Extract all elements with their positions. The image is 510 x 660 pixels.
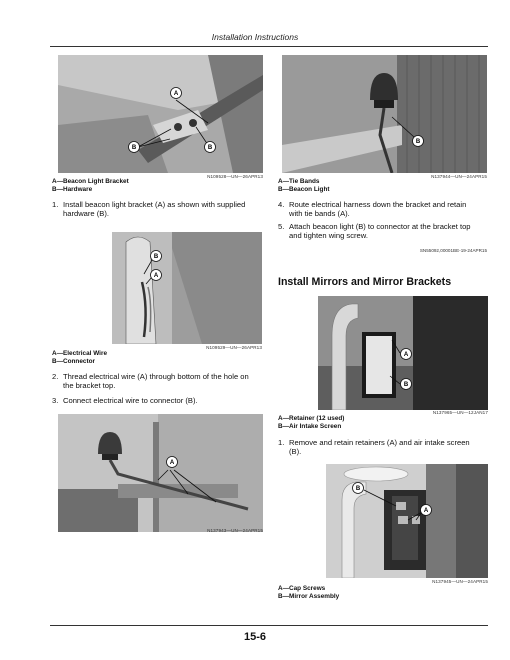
legend-item: B—Connector — [52, 358, 95, 365]
photo-beacon-tie-bands — [58, 414, 263, 532]
step-number: 3. — [52, 396, 59, 405]
fig6-id: N137945—UN—24APR15 — [432, 579, 488, 584]
legend-item: B—Air Intake Screen — [278, 423, 342, 430]
fig6-callout-b: B — [355, 486, 361, 493]
fig5-legend — [278, 415, 344, 431]
header-rule — [50, 46, 488, 47]
step-number: 1. — [52, 200, 59, 209]
fig1-callout-a: A — [173, 91, 179, 98]
step-number: 5. — [278, 222, 285, 231]
fig1-callout-b: B — [131, 145, 137, 152]
photo-mirror-assembly — [326, 464, 488, 578]
step-attach-beacon — [278, 222, 479, 241]
page-number: 15-6 — [243, 631, 267, 643]
fig5-callout-b: B — [403, 382, 409, 389]
photo-beacon-bracket — [58, 55, 263, 173]
serial-reference: SN55092,00001BE-19-24APR15 — [419, 248, 487, 253]
photo-air-intake-screen — [318, 296, 488, 410]
photo-beacon-light — [282, 55, 487, 173]
step-remove-retainers — [278, 438, 479, 457]
fig1-id: N109528—UN—26APR13 — [207, 174, 263, 179]
fig2-id: N109529—UN—26APR13 — [206, 345, 262, 350]
fig1-callout-b2: B — [207, 145, 213, 152]
step-text: Route electrical harness down the bracket and retain with tie bands (A). — [289, 200, 467, 219]
fig2-callout-a: A — [153, 273, 159, 280]
fig6-legend — [278, 585, 339, 601]
fig6-callout-a: A — [423, 508, 429, 515]
legend-item: B—Beacon Light — [278, 186, 330, 193]
fig5-id: N137965—UN—12JAN17 — [432, 410, 488, 415]
footer-rule — [50, 625, 488, 626]
step-number: 2. — [52, 372, 59, 381]
fig5-callout-a: A — [403, 352, 409, 359]
fig2-legend — [52, 350, 107, 366]
fig4-legend — [278, 178, 329, 194]
fig1-legend — [52, 178, 129, 194]
legend-item: A—Cap Screws — [278, 585, 326, 592]
legend-item: B—Mirror Assembly — [278, 593, 340, 600]
step-install-bracket — [52, 200, 253, 219]
page-header-title: Installation Instructions — [211, 32, 299, 42]
section-title: Install Mirrors and Mirror Brackets — [278, 276, 452, 288]
fig3-id: N137943—UN—24APR15 — [207, 528, 263, 533]
legend-item: A—Beacon Light Bracket — [52, 178, 129, 185]
photo-electrical-wire — [112, 232, 262, 344]
step-text: Thread electrical wire (A) through bottom of the hole on the bracket top. — [63, 372, 249, 391]
fig3-callout-a: A — [169, 460, 175, 467]
step-route-harness — [278, 200, 479, 219]
legend-item: A—Tie Bands — [278, 178, 320, 185]
step-text: Attach beacon light (B) to connector at the bracket top and tighten wing screw. — [289, 222, 471, 241]
fig4-id: N137944—UN—24APR15 — [431, 174, 487, 179]
step-text: Connect electrical wire to connector (B). — [63, 396, 198, 405]
step-number: 1. — [278, 438, 285, 447]
step-connect-wire — [52, 396, 253, 405]
fig2-callout-b: B — [153, 254, 159, 261]
fig4-callout-b: B — [415, 139, 421, 146]
step-text: Install beacon light bracket (A) as shown with supplied hardware (B). — [63, 200, 246, 219]
step-text: Remove and retain retainers (A) and air intake screen (B). — [289, 438, 470, 457]
step-thread-wire — [52, 372, 253, 391]
legend-item: A—Electrical Wire — [52, 350, 107, 357]
step-number: 4. — [278, 200, 285, 209]
legend-item: B—Hardware — [52, 186, 93, 193]
legend-item: A—Retainer (12 used) — [278, 415, 345, 422]
